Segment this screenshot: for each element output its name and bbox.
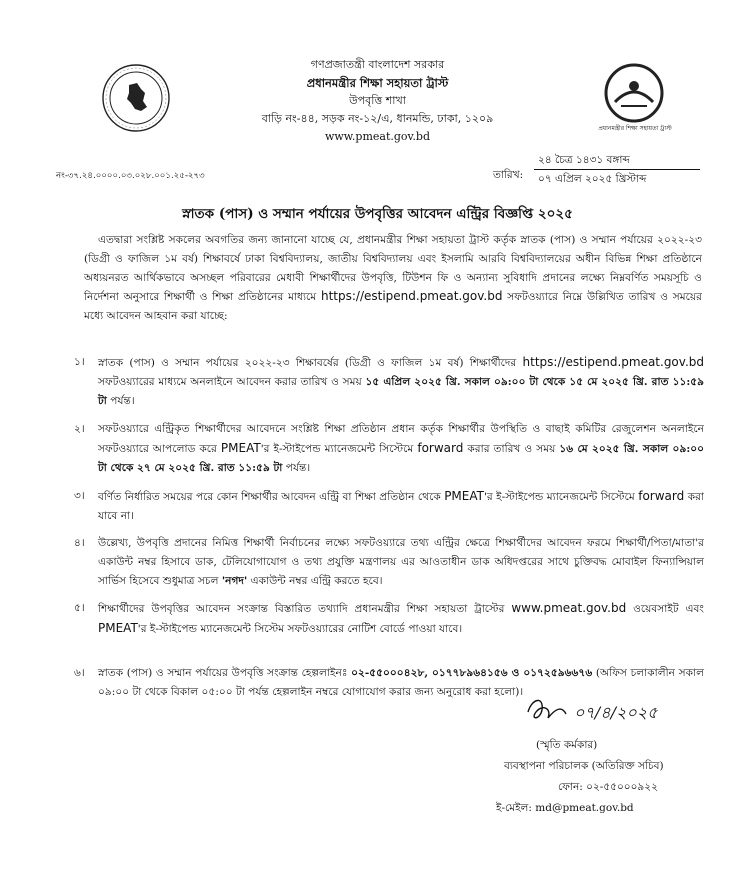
item-1-deadline: ১৫ এপ্রিল ২০২৫ খ্রি. সকাল ০৯:০০ টা থেকে ১৫ মে ২০২৫ খ্রি. রাত ১১:৫৯ টা (98, 375, 704, 407)
memo-number: নং-৩৭.২৪.০০০০.০৩.০২৮.০০১.২৫-২৭৩ (56, 171, 205, 181)
date-label: তারিখ: (493, 169, 524, 181)
item-2-pmeat: PMEAT (220, 440, 261, 455)
handwritten-signature (522, 690, 672, 730)
header-organization: প্রধানমন্ত্রীর শিক্ষা সহায়তা ট্রাস্ট (306, 76, 449, 90)
item-3-forward: forward (638, 489, 685, 503)
item-2-text-a: সফটওয়্যারে এন্ট্রিকৃত শিক্ষার্থীদের আবেদনে সংশ্লিষ্ট শিক্ষা প্রতিষ্ঠান প্রধান কর্তৃক শিক্ষার্থীর উপস্থিতি ও বাছাই কমিটির রেজুলেশন অনলাইনে সফটওয়্যারে আপলোড করে (98, 423, 704, 455)
date-block (534, 151, 700, 188)
item-3-pmeat: PMEAT (444, 489, 484, 503)
item-5-text-c: 'র ই-স্টাইপেন্ড ম্যানেজমেন্ট সিস্টেম সফটওয়্যারের নোটিশ বোর্ডে পাওয়া যাবে। (137, 622, 463, 635)
item-number: ৪। (74, 537, 85, 549)
item-1-url[interactable]: https://estipend.pmeat.gov.bd (522, 355, 704, 369)
item-text (98, 534, 704, 590)
item-text (98, 599, 704, 639)
intro-text-2: সফটওয়্যারে নিম্নে উল্লিখিত তারিখ ও সময়ের মধ্যে আবেদন আহবান করা যাচ্ছে: (84, 291, 702, 323)
notice-title: স্নাতক (পাস) ও সম্মান পর্যায়ের উপবৃত্তির আবেদন এন্ট্রির বিজ্ঞপ্তি ২০২৫ (182, 206, 573, 222)
trust-logo-caption: প্রধানমন্ত্রীর শিক্ষা সহায়তা ট্রাস্ট (598, 125, 672, 132)
signatory-block (496, 735, 706, 819)
item-4-nagad: 'নগদ' (221, 574, 248, 587)
item-1-text-b: সফটওয়্যারের মাধ্যমে অনলাইনে আবেদন করার তারিখ ও সময় (98, 375, 362, 388)
item-2-deadline: ১৬ মে ২০২৫ খ্রি. সকাল ০৯:০০ টা থেকে ২৭ মে ২০২৫ খ্রি. রাত ১১:৫৯ টা (98, 442, 705, 474)
signature-date: ০৭/৪/২০২৫ (574, 703, 658, 722)
trust-logo (603, 62, 665, 124)
header-branch: উপবৃত্তি শাখা (349, 94, 406, 107)
item-5-text-a: শিক্ষার্থীদের উপবৃত্তির আবেদন সংক্রান্ত বিস্তারিত তথ্যাদি প্রধানমন্ত্রীর শিক্ষা সহায়তা ট্রাস্টের (98, 603, 505, 615)
item-5-website[interactable]: www.pmeat.gov.bd (511, 601, 627, 615)
item-number: ৬। (74, 667, 85, 679)
item-6-text-a: স্নাতক (পাস) ও সম্মান পর্যায়ের উপবৃত্তি সংক্রান্ত হেল্পলাইনঃ (98, 667, 348, 679)
letterhead (170, 56, 585, 146)
item-text (98, 420, 704, 477)
intro-text-1: এতদ্বারা সংশ্লিষ্ট সকলের অবগতির জন্য জানানো যাচ্ছে যে, প্রধানমন্ত্রীর শিক্ষা সহায়তা ট্রাস্ট কর্তৃক স্নাতক (পাস) ও সম্মান পর্যায়ের ২০২২-২৩ (ডিগ্রী ও ফাজিল ১ম বর্ষ) শিক্ষাবর্ষে ঢাকা বিশ্ববিদ্যালয়, জাতীয় বিশ্ববিদ্যালয় এবং ইসলামি আরবি বিশ্ববিদ্যালয়ের অধীন বিভিন্ন শিক্ষা প্রতিষ্ঠানে অধ্যয়নরত আর্থিকভাবে অসচ্ছল পরিবারের মেধাবী শিক্ষার্থীদের উপবৃত্তি, টিউশন ফি ও অন্যান্য সুবিধাদি প্রদানের লক্ষ্যে নিম্নবর্ণিত সময়সূচি ও নির্দেশনা অনুসারে শিক্ষার্থী ও শিক্ষা প্রতিষ্ঠানের মাধ্যমে (84, 234, 702, 304)
item-number: ২। (74, 423, 85, 435)
item-2-text-b: 'র ই-স্টাইপেন্ড ম্যানেজমেন্ট সিস্টেমে (260, 442, 414, 455)
item-text (98, 487, 704, 526)
item-2-text-c: করার তারিখ ও সময় (467, 442, 556, 455)
item-2-forward: forward (417, 440, 464, 455)
item-number: ১। (74, 356, 85, 368)
item-5-pmeat: PMEAT (98, 620, 138, 635)
item-6-text-b: (অফিস চলাকালীন সকাল ০৯:০০ টা থেকে বিকাল ০৫:০০ টা পর্যন্ত হেল্পলাইন নম্বরে যোগাযোগ করার জন্য অনুরোধ করা হলো)। (98, 667, 704, 698)
item-1-text-a: স্নাতক (পাস) ও সম্মান পর্যায়ের ২০২২-২৩ শিক্ষাবর্ষের (ডিগ্রী ও ফাজিল ১ম বর্ষ) শিক্ষার্থীদের (98, 357, 517, 369)
header-address: বাড়ি নং-৪৪, সড়ক নং-১২/এ, ধানমন্ডি, ঢাকা, ১২০৯ (261, 112, 494, 125)
item-text (98, 353, 704, 410)
item-5-text-b: ওয়েবসাইট এবং (633, 603, 704, 615)
item-number: ৩। (74, 490, 85, 502)
item-6-helpline-numbers: ০২-৫৫০০০৪২৮, ০১৭৭৮৯৬৪১৫৬ ও ০১৭২৫৯৬৬৭৬ (351, 667, 593, 679)
intro-paragraph (84, 231, 702, 326)
item-4-text-a: উল্লেখ্য, উপবৃত্তি প্রদানের নিমিত্ত শিক্ষার্থী নির্বাচনের লক্ষ্যে সফটওয়্যারে তথ্য এন্ট্রির ক্ষেত্রে শিক্ষার্থীদের আবেদন ফরমে শিক্ষার্থী/পিতা/মাতা'র একাউন্ট নম্বর হিসাবে ডাক, টেলিযোগাযোগ ও তথ্য প্রযুক্তি মন্ত্রণালয় এর আওতাধীন ডাক অধিদপ্তরের সাথে চুক্তিবদ্ধ মোবাইল ফিন্যান্সিয়াল সার্ভিস হিসেবে শুধুমাত্র সচল (98, 537, 704, 587)
date-english: ০৭ এপ্রিল ২০২৫ খ্রিস্টাব্দ (538, 173, 647, 185)
signatory-phone: ফোন: ০২-৫৫০০০৯২২ (558, 781, 658, 793)
header-website: www.pmeat.gov.bd (324, 130, 431, 143)
item-3-text-a: বর্ণিত নির্ধারিত সময়ের পরে কোন শিক্ষার্থীর আবেদন এন্ট্রি বা শিক্ষা প্রতিষ্ঠান থেকে (98, 491, 441, 503)
signatory-name: (স্মৃতি কর্মকার) (536, 739, 598, 751)
item-1-text-c: পর্যন্ত। (110, 394, 135, 407)
item-2-text-d: পর্যন্ত। (285, 461, 311, 474)
signatory-email[interactable]: ই-মেইল: md@pmeat.gov.bd (496, 802, 634, 814)
signatory-designation: ব্যবস্থাপনা পরিচালক (অতিরিক্ত সচিব) (504, 760, 664, 772)
intro-url[interactable]: https://estipend.pmeat.gov.bd (320, 289, 503, 304)
date-bangla: ২৪ চৈত্র ১৪৩১ বঙ্গাব্দ (538, 154, 630, 166)
item-3-text-b: 'র ই-স্টাইপেন্ড ম্যানেজমেন্ট সিস্টেমে (483, 491, 635, 503)
item-number: ৫। (74, 602, 85, 614)
header-government: গণপ্রজাতন্ত্রী বাংলাদেশ সরকার (310, 58, 445, 71)
item-3-text-c: করা যাবে না। (98, 491, 704, 522)
item-4-text-b: একাউন্ট নম্বর এন্ট্রি করতে হবে। (250, 574, 383, 587)
government-seal-logo (101, 63, 171, 133)
